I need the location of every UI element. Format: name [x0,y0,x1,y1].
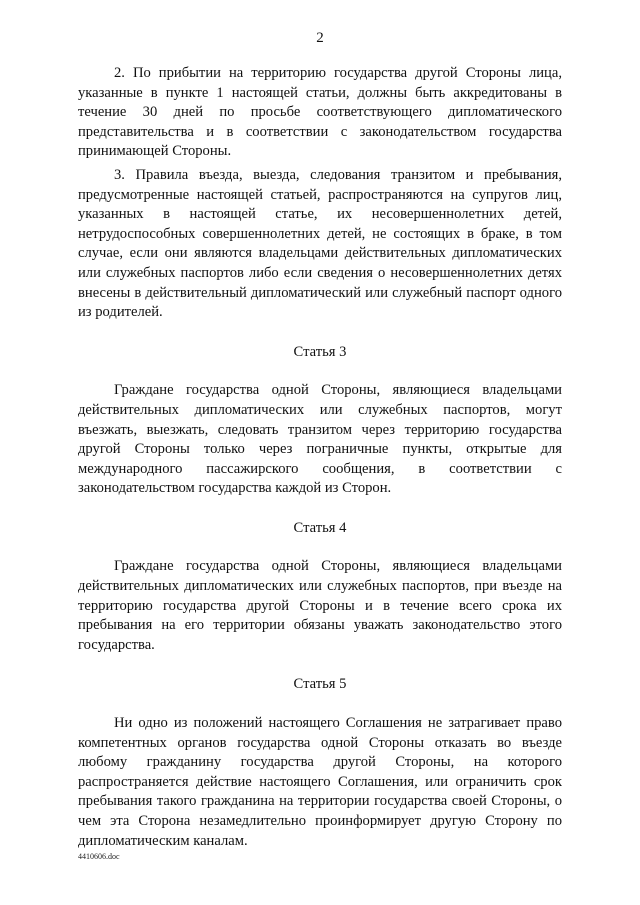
article-4-heading: Статья 4 [293,519,347,536]
page-number: 2 [316,30,324,46]
document-body [78,64,562,851]
article-3-heading: Статья 3 [293,343,347,360]
footer-file-code: 4410606.doc [78,852,120,861]
article-4-text: Граждане государства одной Стороны, являющиеся владельцами действительных дипломатических или служебных паспортов, при въезде на территорию государства другой Стороны и в течение всего срока их пребывания на его территории обязаны уважать законодательство этого государства. [78,558,562,653]
paragraph-3: 3. Правила въезда, выезда, следования транзитом и пребывания, предусмотренные настоящей статьей, распространяются на супругов лиц, указанных в настоящей статье, их несовершеннолетних детей, нетрудоспособных совершеннолетних детей, не состоящих в браке, в том случае, если они являются владельцами действительных дипломатических или служебных паспортов либо если сведения о несовершеннолетних детях внесены в действительный дипломатический или служебный паспорт одного из родителей. [78,166,562,321]
article-5-text: Ни одно из положений настоящего Соглашения не затрагивает право компетентных органов государства одной Стороны отказать во въезде любому гражданину государства другой Стороны, на которого распространяется действие настоящего Соглашения, или ограничить срок пребывания такого гражданина на территории государства своей Стороны, о чем эта Сторона незамедлительно проинформирует другую Сторону по дипломатическим каналам. [78,715,562,849]
paragraph-2: 2. По прибытии на территорию государства другой Стороны лица, указанные в пункте 1 настоящей статьи, должны быть аккредитованы в течение 30 дней по просьбе соответствующего дипломатического представительства и в соответствии с законодательством государства принимающей Стороны. [78,65,562,160]
article-3-text: Граждане государства одной Стороны, являющиеся владельцами действительных дипломатических или служебных паспортов, могут въезжать, выезжать, следовать транзитом через территорию государства другой Стороны только через пограничные пункты, открытые для международного пассажирского сообщения, в соответствии с законодательством государства каждой из Сторон. [78,382,562,497]
article-5-heading: Статья 5 [293,676,347,693]
